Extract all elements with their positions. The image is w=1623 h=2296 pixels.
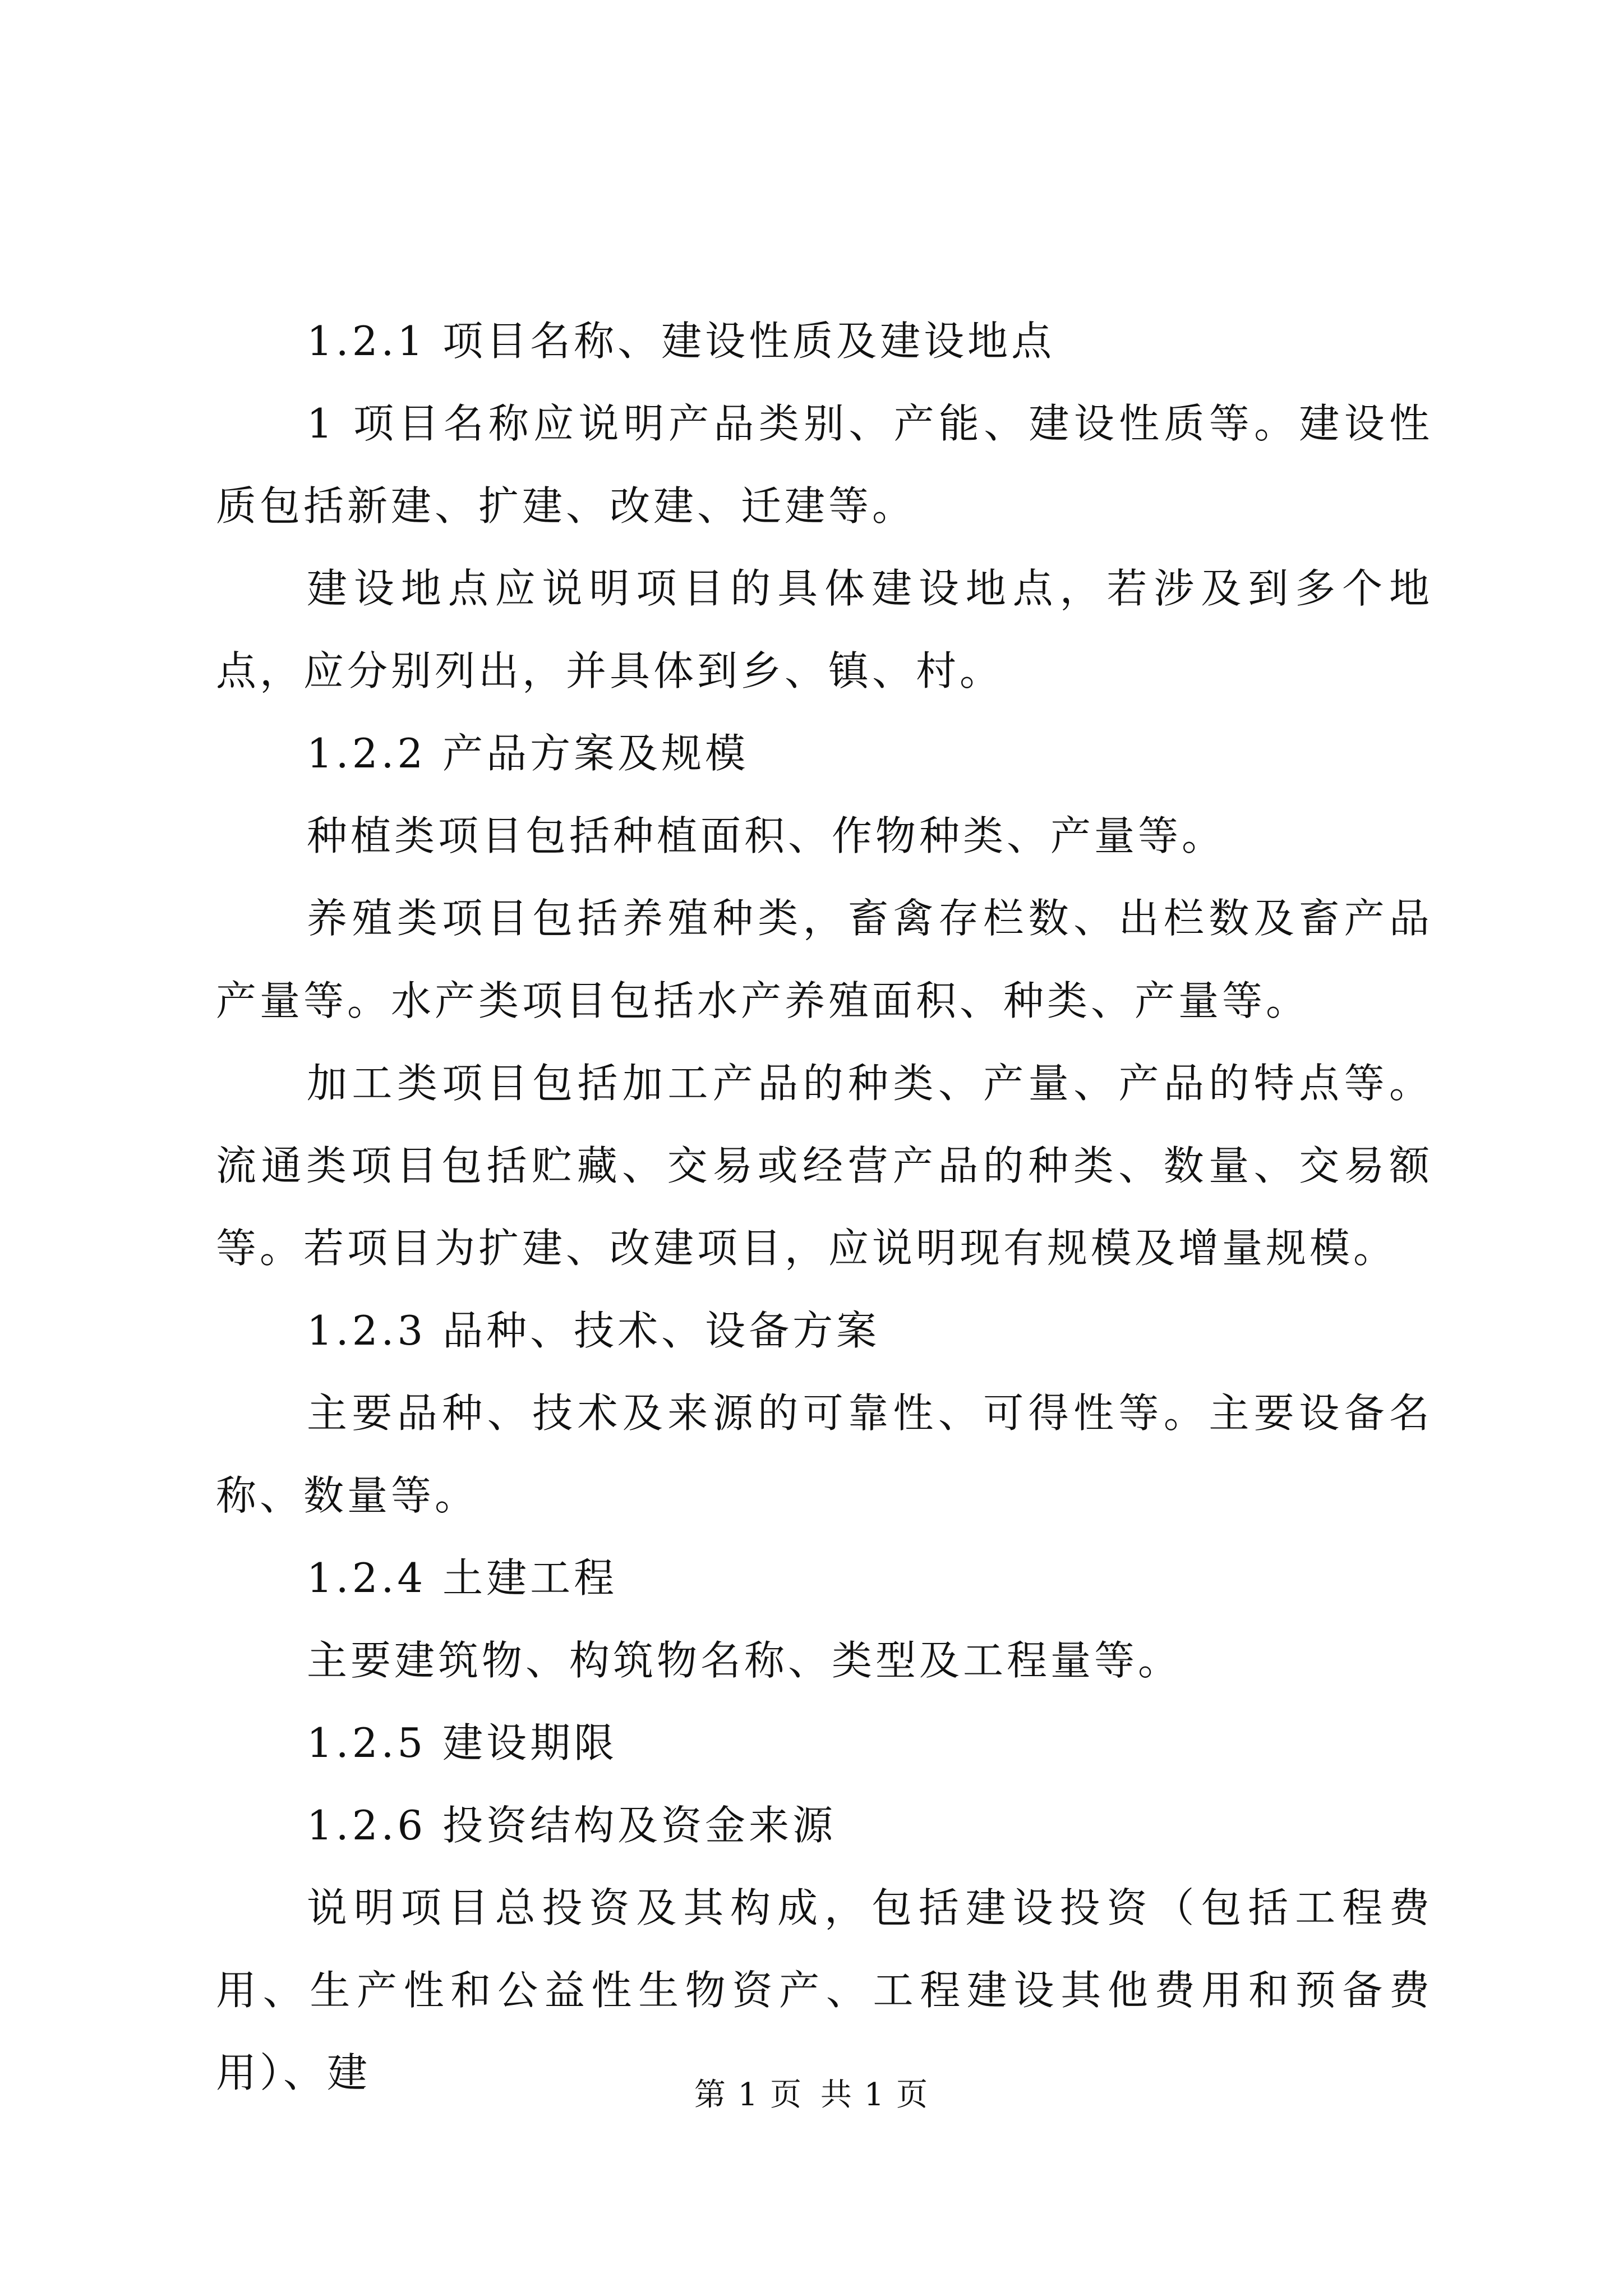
paragraph-breeding: 养殖类项目包括养殖种类，畜禽存栏数、出栏数及畜产品产量等。水产类项目包括水产养殖面积、种类、产量等。 xyxy=(216,895,1433,1024)
section-heading-1-2-2: 1.2.2 产品方案及规模 xyxy=(307,730,749,777)
section-heading-1-2-5: 1.2.5 建设期限 xyxy=(307,1719,618,1766)
paragraph-varieties: 主要品种、技术及来源的可靠性、可得性等。主要设备名称、数量等。 xyxy=(216,1389,1433,1519)
paragraph-civil-works: 主要建筑物、构筑物名称、类型及工程量等。 xyxy=(307,1637,1182,1684)
paragraph-construction-site: 建设地点应说明项目的具体建设地点，若涉及到多个地点，应分别列出，并具体到乡、镇、村。 xyxy=(216,565,1433,694)
paragraph-planting: 种植类项目包括种植面积、作物种类、产量等。 xyxy=(307,812,1226,859)
section-heading-1-2-3: 1.2.3 品种、技术、设备方案 xyxy=(307,1307,880,1354)
paragraph-investment: 说明项目总投资及其构成，包括建设投资（包括工程费用、生产性和公益性生物资产、工程建设其他费用和预备费用）、建 xyxy=(216,1884,1433,2096)
paragraph-processing: 加工类项目包括加工产品的种类、产量、产品的特点等。流通类项目包括贮藏、交易或经营产品的种类、数量、交易额等。若项目为扩建、改建项目，应说明现有规模及增量规模。 xyxy=(216,1060,1433,1272)
section-heading-1-2-4: 1.2.4 土建工程 xyxy=(307,1554,618,1602)
section-heading-1-2-6: 1.2.6 投资结构及资金来源 xyxy=(307,1802,837,1849)
section-heading-1-2-1: 1.2.1 项目名称、建设性质及建设地点 xyxy=(307,318,1055,365)
page-total: 共 1 页 xyxy=(820,2077,929,2113)
page-footer xyxy=(0,2070,1623,2115)
document-body xyxy=(216,300,1433,2114)
page-number: 第 1 页 xyxy=(694,2077,803,2113)
paragraph-project-name: 1 项目名称应说明产品类别、产能、建设性质等。建设性质包括新建、扩建、改建、迁建等。 xyxy=(216,400,1433,530)
